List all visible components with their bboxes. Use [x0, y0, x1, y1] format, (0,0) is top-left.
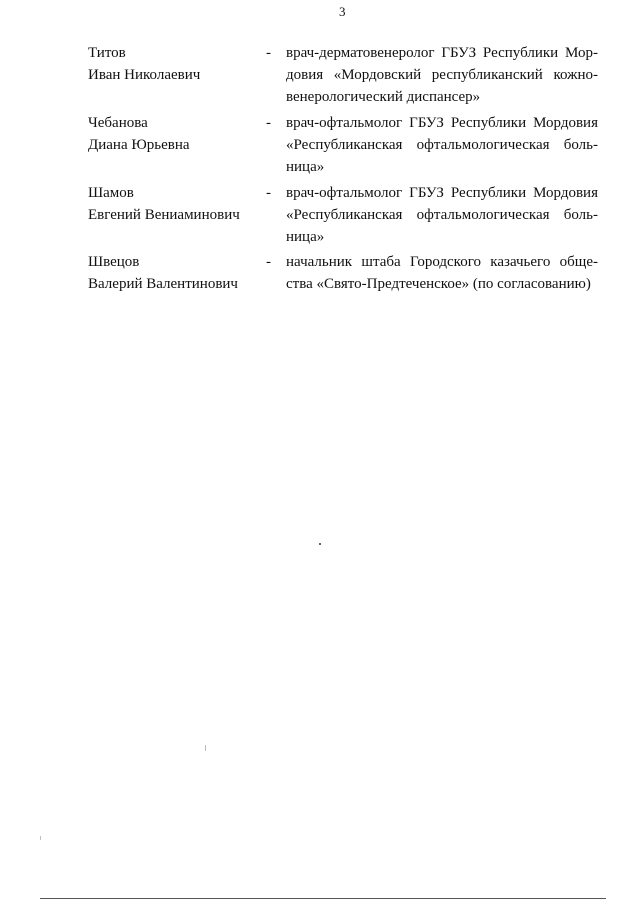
member-name: [88, 251, 258, 295]
member-given-name: Иван Николаевич: [88, 67, 201, 83]
member-surname: Чебанова: [88, 115, 148, 131]
member-name: [88, 42, 258, 86]
position-line: начальник штаба Городского казачьего обще-: [286, 254, 598, 270]
member-surname: Титов: [88, 45, 126, 61]
member-position: [286, 42, 598, 108]
position-line: ница»: [286, 159, 325, 175]
member-name: [88, 182, 258, 226]
position-line: врач-офтальмолог ГБУЗ Республики Мордовия: [286, 115, 598, 131]
member-surname: Швецов: [88, 254, 140, 270]
page-bottom-edge: [40, 898, 606, 899]
member-position: [286, 182, 598, 248]
scan-speck: [40, 836, 41, 840]
position-line: ства «Свято-Предтеченское» (по согласованию): [286, 276, 591, 292]
member-name: [88, 112, 258, 156]
position-line: «Республиканская офтальмологическая боль-: [286, 137, 598, 153]
position-line: врач-офтальмолог ГБУЗ Республики Мордовия: [286, 185, 598, 201]
member-surname: Шамов: [88, 185, 134, 201]
list-dash: -: [266, 115, 271, 131]
member-given-name: Диана Юрьевна: [88, 137, 190, 153]
position-line: ница»: [286, 229, 325, 245]
position-line: венерологический диспансер»: [286, 89, 481, 105]
scan-speck: [319, 543, 321, 545]
member-given-name: Валерий Валентинович: [88, 276, 238, 292]
list-dash: -: [266, 254, 271, 270]
page-number: 3: [339, 4, 346, 19]
position-line: врач-дерматовенеролог ГБУЗ Республики Мор-: [286, 45, 598, 61]
member-position: [286, 112, 598, 178]
position-line: довия «Мордовский республиканский кожно-: [286, 67, 598, 83]
position-line: «Республиканская офтальмологическая боль-: [286, 207, 598, 223]
list-dash: -: [266, 185, 271, 201]
list-dash: -: [266, 45, 271, 61]
member-given-name: Евгений Вениаминович: [88, 207, 240, 223]
member-position: [286, 251, 598, 295]
scan-speck: [205, 745, 206, 751]
